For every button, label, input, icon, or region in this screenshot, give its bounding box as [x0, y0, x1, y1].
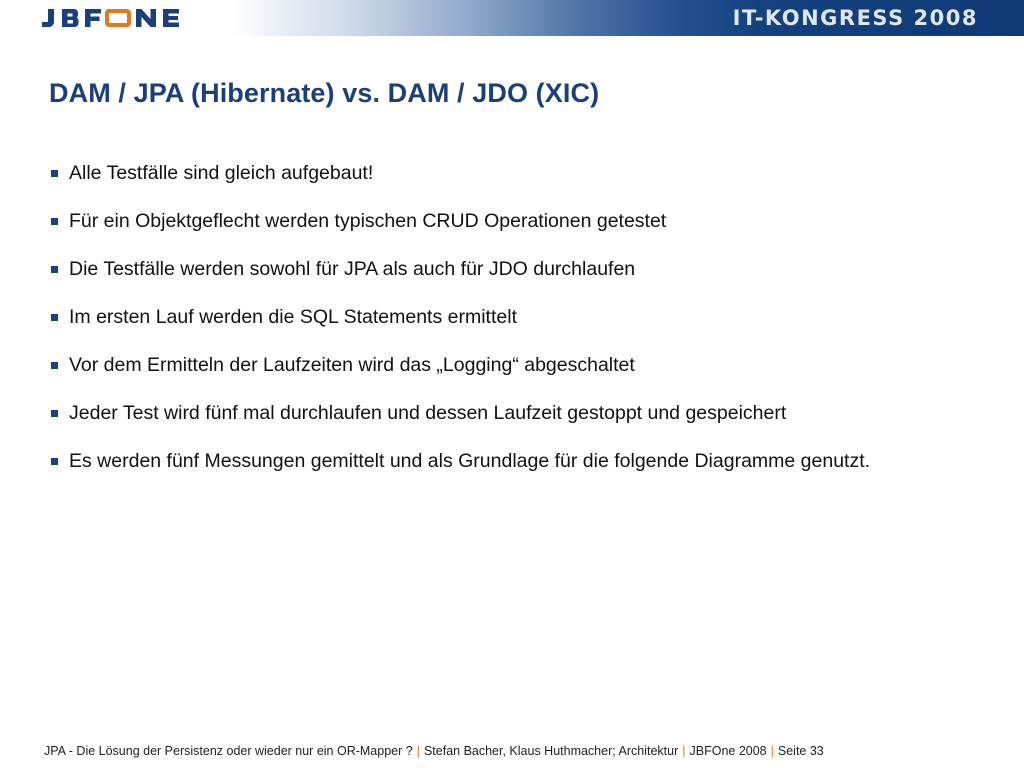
bullet-item: [49, 352, 949, 378]
footer-separator: |: [682, 744, 686, 758]
slide-title: DAM / JPA (Hibernate) vs. DAM / JDO (XIC): [49, 78, 600, 108]
square-bullet-icon: [51, 458, 58, 465]
bullet-text: Jeder Test wird fünf mal durchlaufen und dessen Laufzeit gestoppt und gespeichert: [69, 402, 787, 424]
bullet-item: [49, 256, 949, 282]
bullet-list: [49, 160, 949, 496]
square-bullet-icon: [51, 218, 58, 225]
congress-label: IT-KONGRESS 2008: [732, 6, 978, 30]
bullet-text: Alle Testfälle sind gleich aufgebaut!: [69, 162, 374, 184]
square-bullet-icon: [51, 410, 58, 417]
bullet-text: Im ersten Lauf werden die SQL Statements ermittelt: [69, 306, 517, 328]
jbfone-logo: [40, 4, 208, 32]
footer-event: JBFOne 2008: [689, 744, 767, 758]
bullet-item: [49, 160, 949, 186]
bullet-text: Vor dem Ermitteln der Laufzeiten wird das „Logging“ abgeschaltet: [69, 354, 635, 376]
bullet-text: Es werden fünf Messungen gemittelt und als Grundlage für die folgende Diagramme genutzt.: [69, 450, 871, 472]
header-bar: [0, 0, 1024, 36]
square-bullet-icon: [51, 314, 58, 321]
bullet-item: [49, 400, 949, 426]
bullet-item: [49, 448, 949, 474]
footer-separator: |: [770, 744, 774, 758]
jbfone-logo-mark: [40, 7, 208, 29]
square-bullet-icon: [51, 266, 58, 273]
bullet-text: Die Testfälle werden sowohl für JPA als auch für JDO durchlaufen: [69, 258, 636, 280]
square-bullet-icon: [51, 362, 58, 369]
footer-separator: |: [416, 744, 420, 758]
footer-topic: JPA - Die Lösung der Persistenz oder wieder nur ein OR-Mapper ?: [44, 744, 413, 758]
bullet-item: [49, 304, 949, 330]
bullet-text: Für ein Objektgeflecht werden typischen CRUD Operationen getestet: [69, 210, 667, 232]
footer: [44, 744, 824, 758]
footer-authors: Stefan Bacher, Klaus Huthmacher; Architektur: [423, 744, 679, 758]
bullet-item: [49, 208, 949, 234]
footer-page-number: Seite 33: [777, 744, 824, 758]
square-bullet-icon: [51, 170, 58, 177]
